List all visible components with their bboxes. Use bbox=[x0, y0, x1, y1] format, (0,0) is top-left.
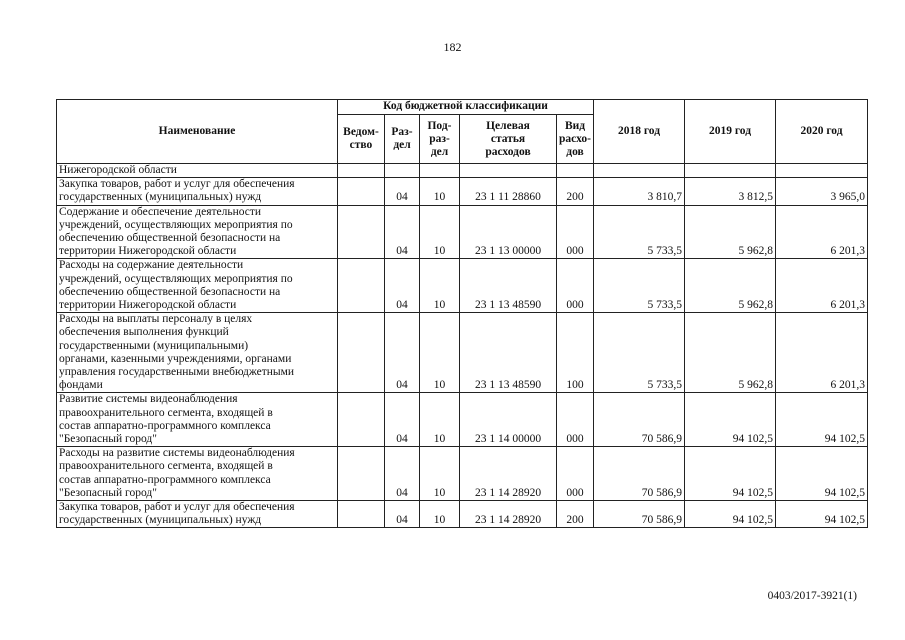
row-podrazdel bbox=[420, 164, 460, 178]
row-razdel: 04 bbox=[385, 259, 420, 313]
page-number: 182 bbox=[443, 40, 462, 54]
row-vid: 000 bbox=[557, 393, 594, 447]
row-vedomstvo bbox=[338, 164, 385, 178]
row-2020: 3 965,0 bbox=[776, 178, 868, 205]
row-2020: 94 102,5 bbox=[776, 501, 868, 528]
header-vedomstvo: Ведом- ство bbox=[338, 115, 385, 164]
row-podrazdel: 10 bbox=[420, 393, 460, 447]
row-razdel: 04 bbox=[385, 205, 420, 259]
row-vid: 100 bbox=[557, 313, 594, 393]
row-razdel: 04 bbox=[385, 447, 420, 501]
row-vid: 000 bbox=[557, 447, 594, 501]
row-2018: 5 733,5 bbox=[594, 313, 685, 393]
row-name: Содержание и обеспечение деятельности учреждений, осуществляющих мероприятия по обеспечению общественной безопасности на территории Нижегородской области bbox=[57, 205, 338, 259]
header-name: Наименование bbox=[57, 100, 338, 164]
row-2018: 5 733,5 bbox=[594, 259, 685, 313]
row-2018: 3 810,7 bbox=[594, 178, 685, 205]
header-2018: 2018 год bbox=[594, 100, 685, 164]
row-tselevaya: 23 1 13 00000 bbox=[460, 205, 557, 259]
row-tselevaya: 23 1 13 48590 bbox=[460, 259, 557, 313]
row-podrazdel: 10 bbox=[420, 205, 460, 259]
budget-table bbox=[56, 99, 868, 528]
table-row bbox=[57, 178, 868, 205]
row-podrazdel: 10 bbox=[420, 178, 460, 205]
table-row bbox=[57, 259, 868, 313]
header-tselevaya: Целевая статья расходов bbox=[460, 115, 557, 164]
header-podrazdel: Под- раз- дел bbox=[420, 115, 460, 164]
row-vedomstvo bbox=[338, 313, 385, 393]
header-code-group: Код бюджетной классификации bbox=[338, 100, 594, 115]
row-2020: 6 201,3 bbox=[776, 259, 868, 313]
row-vid bbox=[557, 164, 594, 178]
row-tselevaya: 23 1 11 28860 bbox=[460, 178, 557, 205]
row-podrazdel: 10 bbox=[420, 501, 460, 528]
header-vid: Вид расхо- дов bbox=[557, 115, 594, 164]
header-razdel: Раз- дел bbox=[385, 115, 420, 164]
row-2018: 5 733,5 bbox=[594, 205, 685, 259]
row-tselevaya bbox=[460, 164, 557, 178]
header-2019: 2019 год bbox=[685, 100, 776, 164]
table-row bbox=[57, 164, 868, 178]
row-razdel: 04 bbox=[385, 501, 420, 528]
table-row bbox=[57, 205, 868, 259]
row-2020 bbox=[776, 164, 868, 178]
row-2020: 94 102,5 bbox=[776, 393, 868, 447]
row-podrazdel: 10 bbox=[420, 259, 460, 313]
row-tselevaya: 23 1 14 28920 bbox=[460, 501, 557, 528]
row-name: Закупка товаров, работ и услуг для обеспечения государственных (муниципальных) нужд bbox=[57, 178, 338, 205]
row-name: Развитие системы видеонаблюдения правоохранительного сегмента, входящей в состав аппаратно-программного комплекса "Безопасный город" bbox=[57, 393, 338, 447]
row-name: Нижегородской области bbox=[57, 164, 338, 178]
row-tselevaya: 23 1 14 28920 bbox=[460, 447, 557, 501]
row-2019: 5 962,8 bbox=[685, 205, 776, 259]
row-vid: 200 bbox=[557, 178, 594, 205]
table-row bbox=[57, 501, 868, 528]
row-name: Закупка товаров, работ и услуг для обеспечения государственных (муниципальных) нужд bbox=[57, 501, 338, 528]
row-vedomstvo bbox=[338, 501, 385, 528]
table-row bbox=[57, 313, 868, 393]
row-2018: 70 586,9 bbox=[594, 393, 685, 447]
row-razdel: 04 bbox=[385, 313, 420, 393]
row-2020: 6 201,3 bbox=[776, 313, 868, 393]
row-2019: 94 102,5 bbox=[685, 393, 776, 447]
table-body bbox=[57, 164, 868, 528]
row-vid: 000 bbox=[557, 259, 594, 313]
row-2018 bbox=[594, 164, 685, 178]
row-2019: 94 102,5 bbox=[685, 447, 776, 501]
row-podrazdel: 10 bbox=[420, 313, 460, 393]
row-2019 bbox=[685, 164, 776, 178]
row-2019: 5 962,8 bbox=[685, 313, 776, 393]
row-razdel bbox=[385, 164, 420, 178]
row-razdel: 04 bbox=[385, 393, 420, 447]
row-2020: 94 102,5 bbox=[776, 447, 868, 501]
row-vid: 000 bbox=[557, 205, 594, 259]
row-name: Расходы на развитие системы видеонаблюдения правоохранительного сегмента, входящей в состав аппаратно-программного комплекса "Безопасный город" bbox=[57, 447, 338, 501]
document-code: 0403/2017-3921(1) bbox=[767, 590, 857, 602]
row-2020: 6 201,3 bbox=[776, 205, 868, 259]
row-name: Расходы на содержание деятельности учреждений, осуществляющих мероприятия по обеспечению общественной безопасности на территории Нижегородской области bbox=[57, 259, 338, 313]
row-vedomstvo bbox=[338, 393, 385, 447]
row-vedomstvo bbox=[338, 205, 385, 259]
row-vedomstvo bbox=[338, 178, 385, 205]
row-podrazdel: 10 bbox=[420, 447, 460, 501]
row-razdel: 04 bbox=[385, 178, 420, 205]
header-2020: 2020 год bbox=[776, 100, 868, 164]
row-2019: 5 962,8 bbox=[685, 259, 776, 313]
row-vid: 200 bbox=[557, 501, 594, 528]
row-tselevaya: 23 1 13 48590 bbox=[460, 313, 557, 393]
table-row bbox=[57, 447, 868, 501]
row-2019: 94 102,5 bbox=[685, 501, 776, 528]
table-header bbox=[57, 100, 868, 164]
row-vedomstvo bbox=[338, 259, 385, 313]
table-row bbox=[57, 393, 868, 447]
row-2019: 3 812,5 bbox=[685, 178, 776, 205]
row-2018: 70 586,9 bbox=[594, 447, 685, 501]
row-2018: 70 586,9 bbox=[594, 501, 685, 528]
row-tselevaya: 23 1 14 00000 bbox=[460, 393, 557, 447]
row-vedomstvo bbox=[338, 447, 385, 501]
row-name: Расходы на выплаты персоналу в целях обеспечения выполнения функций государственными (муниципальными) органами, казенными учреждениями, органами управления государственными внебюджетными фондами bbox=[57, 313, 338, 393]
